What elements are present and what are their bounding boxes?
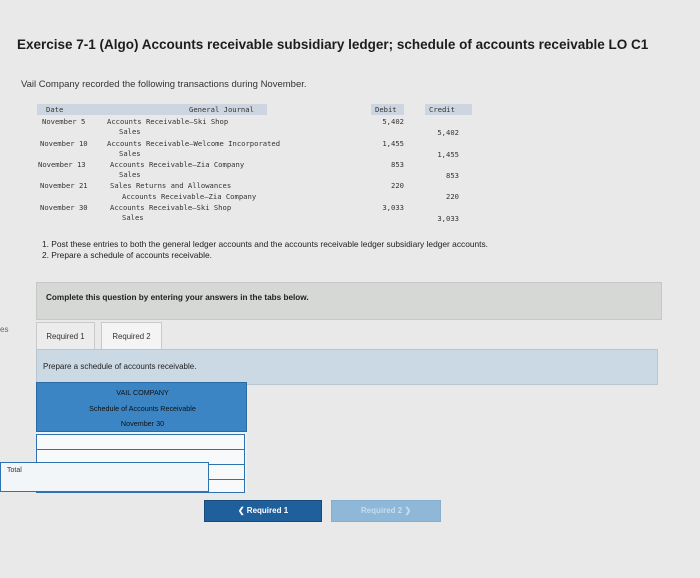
tab-required-2[interactable]: Required 2 bbox=[101, 322, 162, 351]
schedule-total-row[interactable] bbox=[0, 462, 209, 492]
credit-value: 5,402 bbox=[437, 128, 459, 137]
date-nov-30: November 30 bbox=[40, 203, 88, 212]
complete-question-banner bbox=[36, 282, 662, 320]
schedule-input-row[interactable] bbox=[36, 434, 245, 450]
journal-header: General Journal bbox=[189, 105, 254, 114]
account-line: Accounts Receivable—Ski Shop bbox=[107, 117, 229, 126]
debit-value: 220 bbox=[391, 181, 404, 190]
date-header: Date bbox=[46, 105, 64, 114]
credit-value: 1,455 bbox=[437, 150, 459, 159]
debit-value: 1,455 bbox=[382, 139, 404, 148]
credit-value: 853 bbox=[446, 171, 459, 180]
credit-header: Credit bbox=[429, 105, 455, 114]
debit-value: 5,402 bbox=[382, 117, 404, 126]
chevron-right-icon: ❯ bbox=[404, 506, 412, 515]
credit-value: 3,033 bbox=[437, 214, 459, 223]
instruction-1: 1. Post these entries to both the general ledger accounts and the accounts receivable ledger subsidiary ledger accounts. bbox=[42, 239, 489, 249]
credit-value: 220 bbox=[446, 192, 459, 201]
intro-text: Vail Company recorded the following transactions during November. bbox=[21, 79, 307, 90]
date-nov-13: November 13 bbox=[38, 160, 86, 169]
schedule-date: November 30 bbox=[120, 419, 165, 428]
total-label: Total bbox=[7, 467, 22, 474]
side-mark: es bbox=[0, 325, 9, 334]
schedule-header bbox=[36, 382, 247, 432]
date-nov-21: November 21 bbox=[40, 181, 88, 190]
prepare-prompt: Prepare a schedule of accounts receivable. bbox=[43, 362, 197, 371]
account-line: Accounts Receivable—Ski Shop bbox=[110, 203, 232, 212]
prepare-prompt-bar bbox=[36, 349, 658, 385]
general-journal-table bbox=[37, 104, 471, 229]
prev-button-label: Required 1 bbox=[246, 506, 289, 515]
complete-prompt: Complete this question by entering your answers in the tabs below. bbox=[46, 293, 309, 302]
debit-header: Debit bbox=[375, 105, 397, 114]
account-line: Sales Returns and Allowances bbox=[110, 181, 232, 190]
debit-value: 3,033 bbox=[382, 203, 404, 212]
account-line: Sales bbox=[119, 127, 141, 136]
next-required-2-button[interactable] bbox=[331, 500, 441, 522]
account-line: Sales bbox=[119, 170, 141, 179]
account-line: Accounts Receivable—Zia Company bbox=[122, 192, 257, 201]
account-line: Sales bbox=[119, 149, 141, 158]
exercise-title: Exercise 7-1 (Algo) Accounts receivable subsidiary ledger; schedule of accounts receivable LO C1 bbox=[17, 37, 649, 52]
next-button-label: Required 2 bbox=[360, 506, 403, 515]
date-nov-10: November 10 bbox=[40, 139, 88, 148]
instruction-2: 2. Prepare a schedule of accounts receivable. bbox=[42, 250, 212, 260]
account-line: Accounts Receivable—Zia Company bbox=[110, 160, 245, 169]
schedule-title: Schedule of Accounts Receivable bbox=[89, 404, 196, 413]
account-line: Accounts Receivable—Welcome Incorporated bbox=[107, 139, 281, 148]
instructions bbox=[42, 239, 488, 261]
date-nov-5: November 5 bbox=[42, 117, 86, 126]
tab-required-1[interactable]: Required 1 bbox=[36, 322, 95, 351]
prev-required-1-button[interactable] bbox=[204, 500, 322, 522]
account-line: Sales bbox=[122, 213, 144, 222]
chevron-left-icon: ❮ bbox=[237, 506, 245, 515]
debit-value: 853 bbox=[391, 160, 404, 169]
schedule-company: VAIL COMPANY bbox=[116, 388, 169, 397]
